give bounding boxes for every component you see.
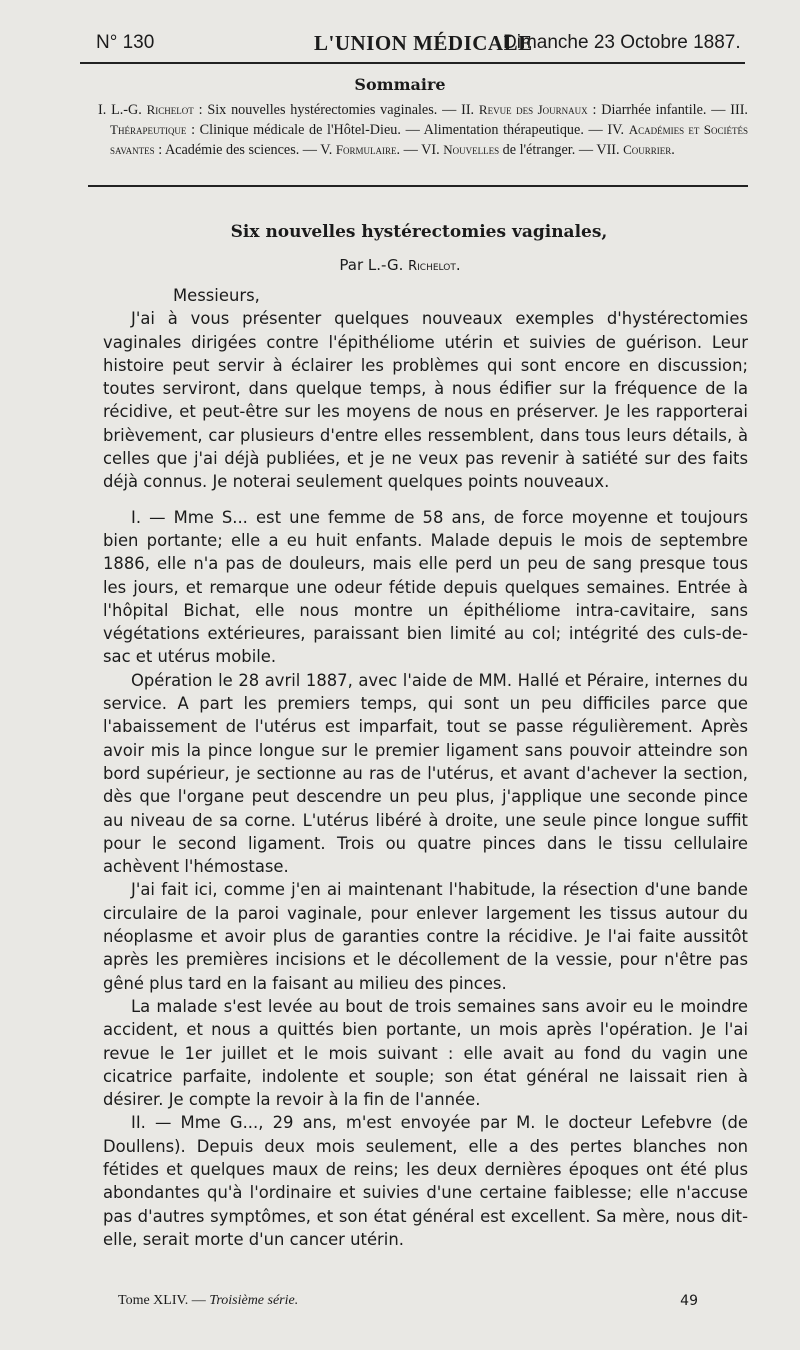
paragraph-resection: J'ai fait ici, comme j'en ai maintenant l'habitude, la résection d'une bande circulaire de la paroi vaginale, pour enlever largement les tissus autour du néoplasme et avoir plus de garanties contre la récidive. Je l'ai faite aussitôt après les premières incisions et le décollement de la vessie, pour n'être pas gêné plus tard en la faisant au milieu des pinces. xyxy=(103,880,748,993)
summary-vii-end: . xyxy=(671,142,675,158)
summary-ii-text: : Diarrhée infantile. — III. xyxy=(587,102,748,118)
paragraph-case-2: II. — Mme G..., 29 ans, m'est envoyée par M. le docteur Lefebvre (de Doullens). Depuis deux mois seulement, elle a des pertes blanches non fétides et quelques maux de reins; les deux dernières époques ont été plus abondantes qu'à l'ordinaire et suivies d'une certaine faiblesse; elle n'accuse pas d'autres symptômes, et son état général est excellent. Sa mère, nous dit-elle, serait morte d'un cancer utérin. xyxy=(103,1113,748,1249)
summary-iv-section: Académies et Sociétés savantes xyxy=(110,122,748,157)
article-author xyxy=(0,256,800,274)
summary-text xyxy=(98,100,748,160)
author-end: . xyxy=(455,256,461,274)
page-header xyxy=(78,26,748,60)
summary-iv-text: : Académie des sciences. — V. xyxy=(154,142,336,158)
summary-v-text: . — VI. xyxy=(396,142,444,158)
summary-rule xyxy=(88,185,748,187)
author-name: Richelot xyxy=(408,259,456,274)
summary-title: Sommaire xyxy=(354,75,446,94)
paragraph-intro: J'ai à vous présenter quelques nouveaux exemples d'hystérectomies vaginales dirigées contre l'épithéliome utérin et suivies de guérison. Leur histoire peut servir à éclairer les problèmes qui sont encore en discussion; toutes serviront, dans quelque temps, à nous édifier sur la fréquence de la récidive, et peut-être sur les moyens de nous en préserver. Je les rapporterai brièvement, car plusieurs d'entre elles ressemblent, dans tous leurs détails, à celles que j'ai déjà publiées, et je ne veux pas revenir à satiété sur des faits déjà connus. Je noterai seulement quelques points nouveaux. xyxy=(103,309,748,492)
summary-i-author: Richelot xyxy=(146,102,194,117)
summary-iii-section: Thérapeutique xyxy=(110,122,187,137)
author-prefix: Par L.-G. xyxy=(339,256,409,274)
summary-v-section: Formulaire xyxy=(335,142,397,157)
footer-tome xyxy=(118,1293,298,1309)
article-title: Six nouvelles hystérectomies vaginales, xyxy=(230,222,608,242)
page-number: 49 xyxy=(680,1293,698,1309)
summary-i-num: I. L.-G. xyxy=(98,102,147,118)
summary-vi-text: de l'étranger. — VII. xyxy=(499,142,624,158)
footer-serie: Troisième série. xyxy=(209,1293,299,1308)
summary-ii-section: Revue des Journaux xyxy=(478,102,588,117)
issue-date: Dimanche 23 Octobre 1887. xyxy=(503,32,741,53)
paragraph-recovery: La malade s'est levée au bout de trois semaines sans avoir eu le moindre accident, et nous a quittés bien portante, un mois après l'opération. Je l'ai revue le 1er juillet et le mois suivant : elle avait au fond du vagin une cicatrice parfaite, indolente et souple; son état général ne laissait rien à désirer. Je compte la revoir à la fin de l'année. xyxy=(103,996,748,1110)
journal-title: L'UNION MÉDICALE xyxy=(314,31,533,55)
paragraph-operation: Opération le 28 avril 1887, avec l'aide de MM. Hallé et Péraire, internes du service. A part les premiers temps, qui sont un peu difficiles parce que l'abaissement de l'utérus est imparfait, tout se passe régulièrement. Après avoir mis la pince longue sur le premier ligament sans pouvoir atteindre son bord supérieur, je sectionne au ras de l'utérus, et avant d'achever la section, dès que l'organe peut descendre un peu plus, j'applique une seconde pince au niveau de sa corne. L'utérus libéré à droite, une seule pince longue suffit pour le second ligament. Trois ou quatre pinces dans le tissu cellulaire achèvent l'hémostase. xyxy=(103,670,748,877)
issue-number: N° 130 xyxy=(96,32,155,53)
summary-vi-section: Nouvelles xyxy=(443,142,500,157)
paragraph-case-1: I. — Mme S... est une femme de 58 ans, de force moyenne et toujours bien portante; elle a eu huit enfants. Malade depuis le mois de septembre 1886, elle n'a pas de douleurs, mais elle perd un peu de sang presque tous les jours, et remarque une odeur fétide depuis quelques semaines. Entrée à l'hôpital Bichat, elle nous montre un épithéliome intra-cavitaire, sans végétations extérieures, paraissant bien limité au col; intégrité des culs-de-sac et utérus mobile. xyxy=(103,507,748,667)
page-footer xyxy=(118,1293,698,1313)
article-body xyxy=(103,284,748,1251)
salutation: Messieurs, xyxy=(173,286,260,305)
summary-vii-section: Courrier xyxy=(623,142,672,157)
header-rule xyxy=(80,62,745,64)
summary-iii-text: : Clinique médicale de l'Hôtel-Dieu. — Alimentation thérapeutique. — IV. xyxy=(186,122,629,138)
footer-tome-label: Tome XLIV. — xyxy=(118,1293,210,1308)
summary-i-text: : Six nouvelles hystérectomies vaginales. — II. xyxy=(193,102,479,118)
